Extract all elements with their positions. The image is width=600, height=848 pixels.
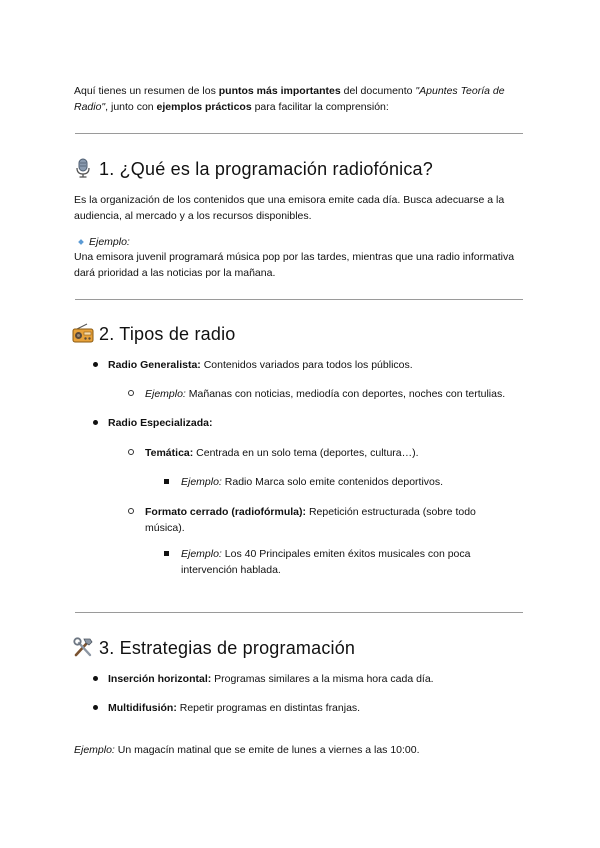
bullet-disc [93,362,98,367]
bullet-square [164,551,169,556]
divider-2 [75,299,523,300]
document-title: "Apuntes Teoría de Radio" [74,85,505,113]
generalista-item: Radio Generalista: Contenidos variados para todos los públicos. [108,359,413,371]
generalista-example: Ejemplo: Mañanas con noticias, mediodía con deportes, noches con tertulias. [145,388,506,400]
section-1-heading: 1. ¿Qué es la programación radiofónica? [72,157,433,181]
bullet-square [164,479,169,484]
section-3-heading: 3. Estrategias de programación [72,636,355,660]
bullet-circle [128,449,134,455]
divider-3 [75,612,523,613]
section-1-body: Es la organización de los contenidos que una emisora emite cada día. Busca adecuarse a la audiencia, al mercado y a los recursos disponibles. [74,194,505,222]
example-diamond-icon [78,239,84,245]
tematica-example: Ejemplo: Radio Marca solo emite contenidos deportivos. [181,476,444,488]
bullet-circle [128,390,134,396]
bullet-circle [128,508,134,514]
section-2-heading: 2. Tipos de radio [72,322,235,346]
tools-icon [72,637,94,657]
horizontal-item: Inserción horizontal: Programas similares a la misma hora cada día. [108,673,434,685]
divider-1 [75,133,523,134]
bullet-disc [93,420,98,425]
bullet-disc [93,705,98,710]
intro-paragraph: Aquí tienes un resumen de los puntos más importantes del documento "Apuntes Teoría de Radio", junto con ejemplos prácticos para facilitar la comprensión: [74,85,505,113]
bullet-disc [93,676,98,681]
tematica-item: Temática: Centrada en un solo tema (deportes, cultura…). [145,447,419,459]
intro-bold-1: puntos más importantes [218,85,341,97]
section-1-example-label: Ejemplo: [89,236,130,248]
intro-bold-2: ejemplos prácticos [156,101,252,113]
section-3-example: Ejemplo: Un magacín matinal que se emite de lunes a viernes a las 10:00. [74,744,420,756]
section-1-example-text: Una emisora juvenil programará música pop por las tardes, mientras que una radio informativa dará prioridad a las noticias por la mañana. [74,251,515,279]
formato-item: Formato cerrado (radiofórmula): Repetición estructurada (sobre todo música). [145,506,476,534]
microphone-icon [72,158,94,178]
formato-example: Ejemplo: Los 40 Principales emiten éxitos musicales con poca intervención hablada. [181,548,471,576]
radio-icon [72,323,94,343]
especializada-item: Radio Especializada: [108,417,213,429]
multidifusion-item: Multidifusión: Repetir programas en distintas franjas. [108,702,361,714]
